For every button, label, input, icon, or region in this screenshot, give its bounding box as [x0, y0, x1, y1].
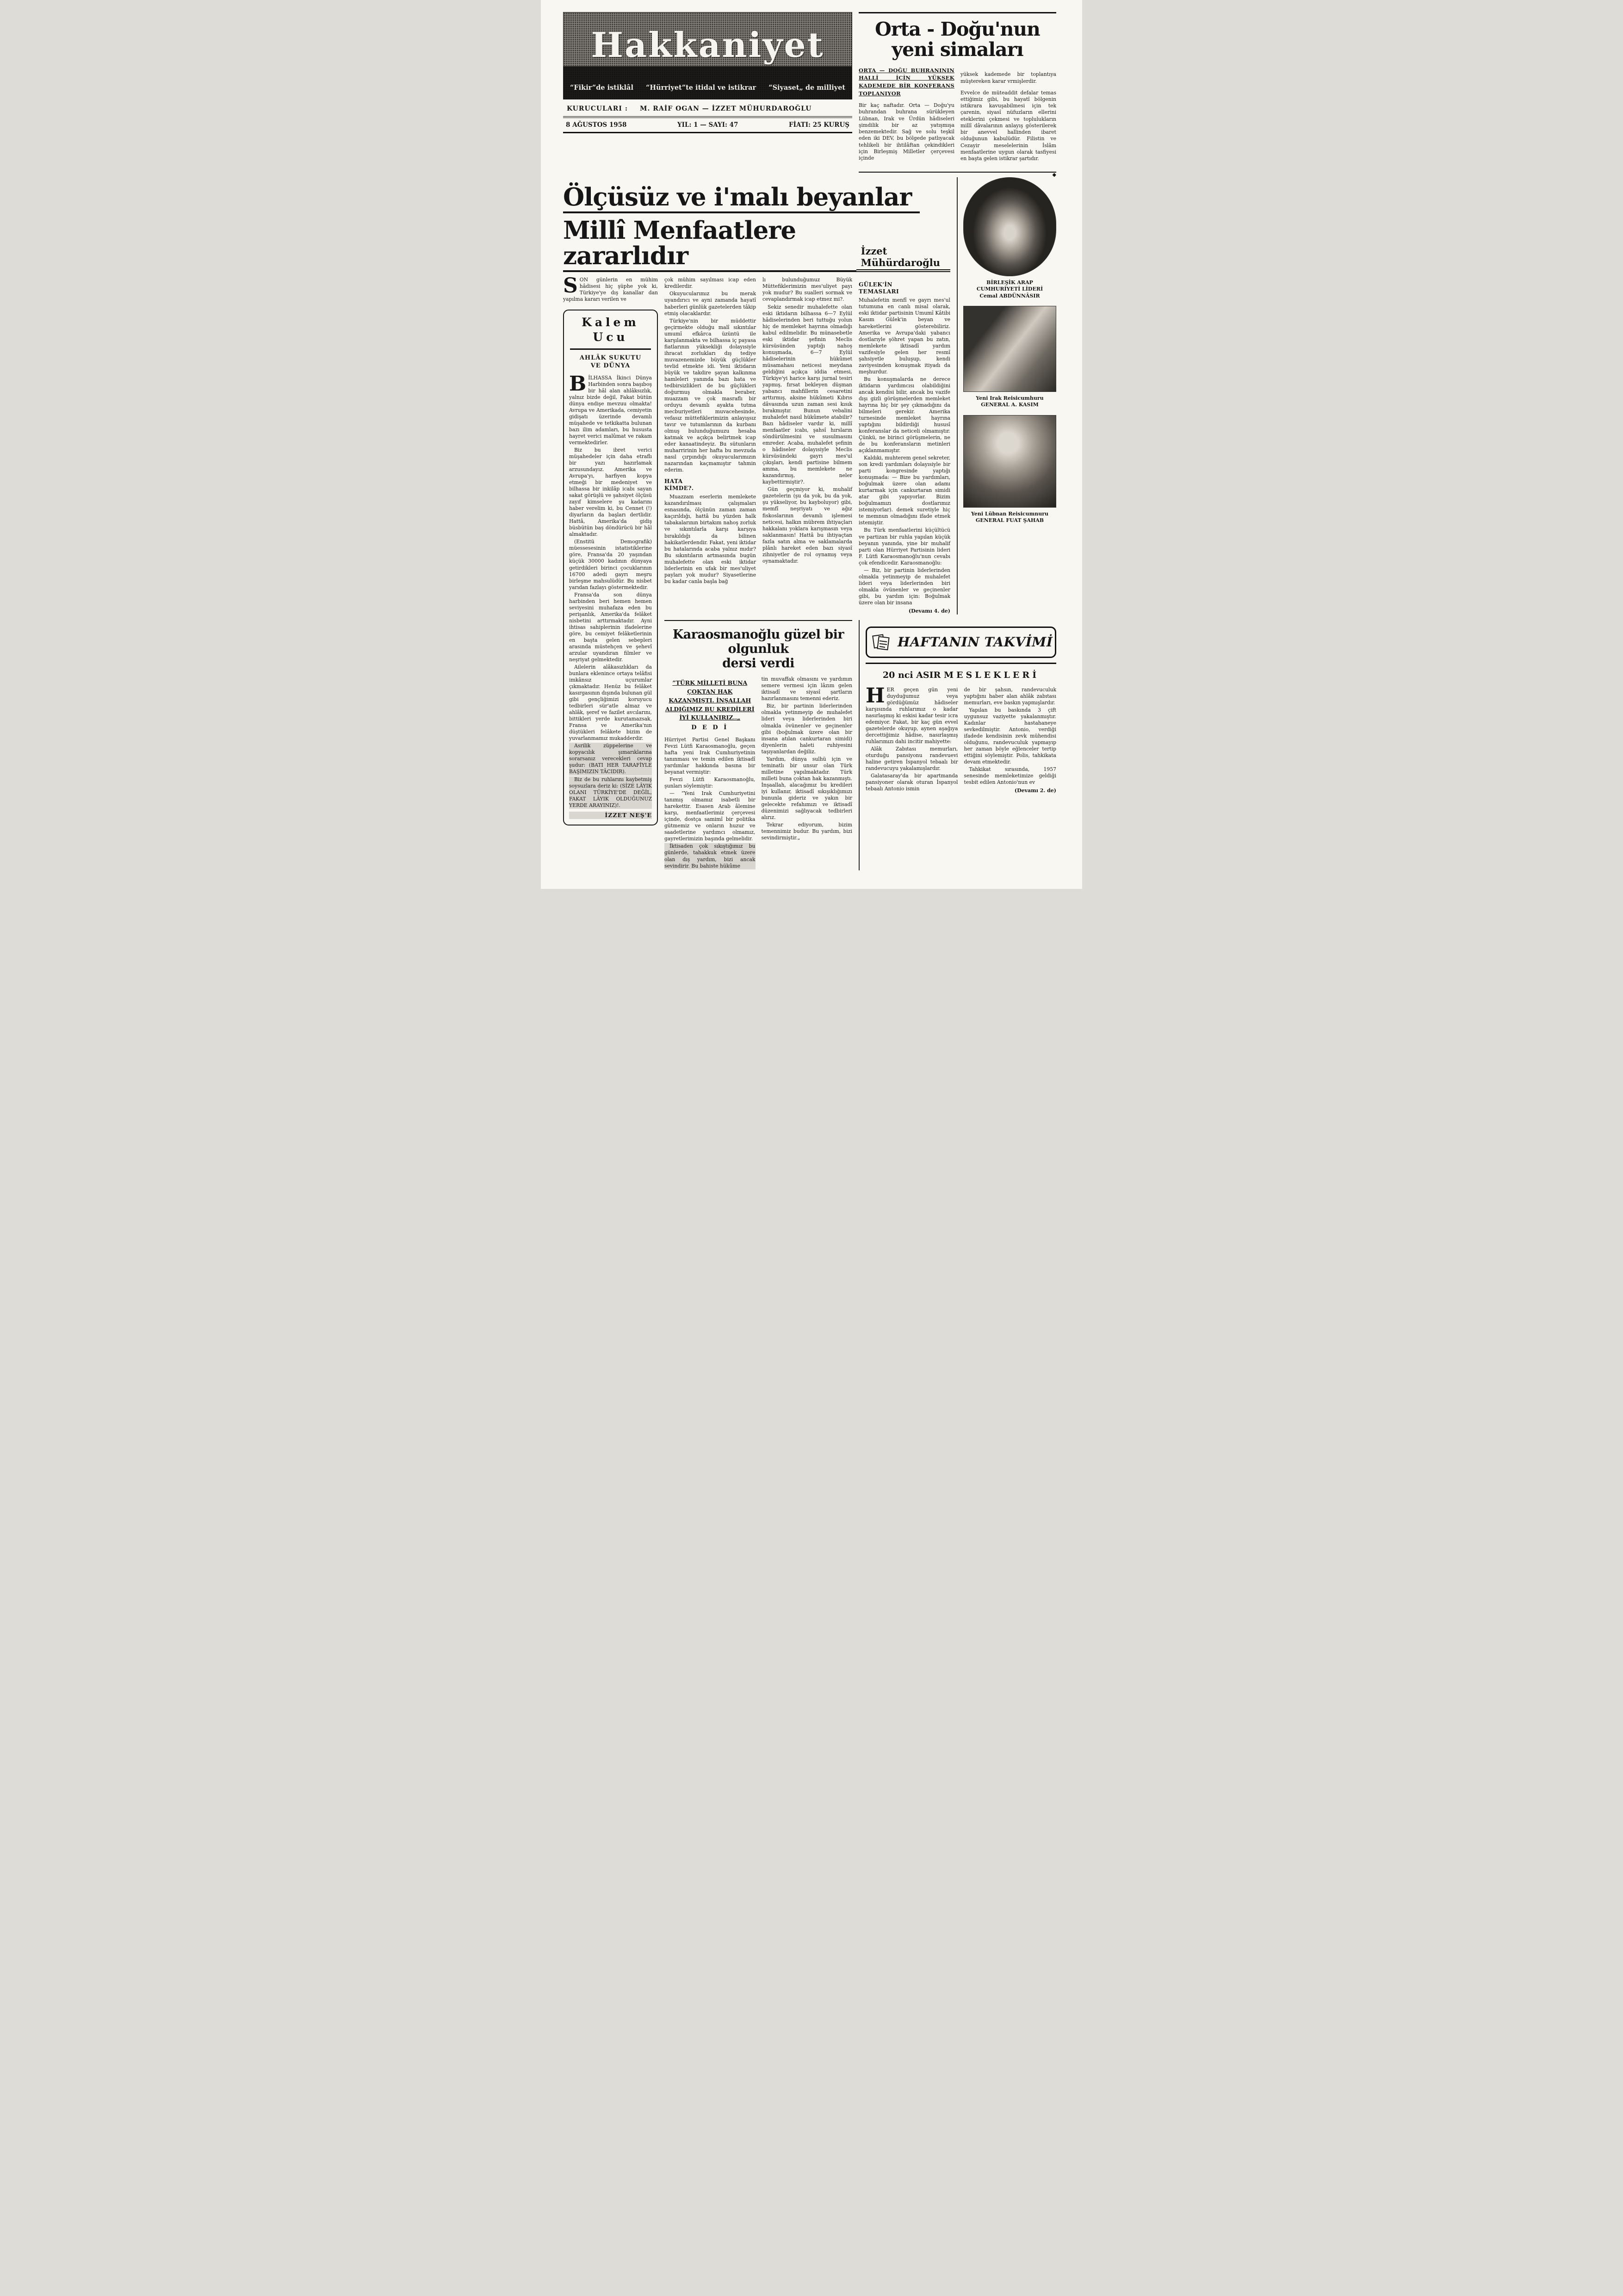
founders-row [563, 99, 852, 116]
caption-line: GENERAL FUAT ŞAHAB [975, 517, 1044, 523]
article-paragraph: Alâk Zabıtası memurları, oturduğu pansiyonu randevuevi haline getiren İspanyol tebaalı bir randevucuyu yakalamışlardır. [866, 746, 958, 772]
article-paragraph: Galatasaray'da bir apartmanda pansiyoner olarak oturan İspanyol tebaalı Antonio ismin [866, 773, 958, 792]
caption-line: Yeni Lübnan Reisicumnuru [971, 510, 1049, 517]
article-paragraph: Bu konuşmalarda ne derece iktidarın yardımcısı olabildiğini ancak kendisi bilir, ancak bu vazife dışı gizli görüşmelerden memleket hayrına hiç bir şey çıkmadığını da bilmeleri gerekir. Amerika turnesinde memleket hayrına yaptığını bildirdiği hususî konferanslar da neticeli olmamıştır. Çünkü, ne birinci görüşmelerin, ne de bu konferansların metinleri açıklanmamıştır. [859, 376, 950, 454]
orta-dogu-columns [859, 67, 1056, 168]
photo-cemal-abdunnasir [963, 177, 1056, 276]
karaosmanoglu-headline-line1: Karaosmanoğlu güzel bir olgunluk [672, 627, 844, 657]
calendar-icon [872, 633, 893, 652]
article-paragraph: Gün geçmiyor ki, muhalif gazetelerin (şu da yok, bu da yok, şu yükseliyor, bu kayboluyor) gibi, memfî neşriyatı ve ağız fiskoslarının devamlı işlemesi neticesi, halkın mübrem ihtiyaçları hakkalanı yoklara karışmasın veya saklanmasın! Hattâ bu ihtiyaçtan fazla satın alma ve saklamalarda plânlı hareket eden bazı siyasî zihniyetler de rol oynamış veya oynamaktadır. [762, 486, 852, 564]
article-paragraph: Bu Türk menfaatlerini küçültücü ve partizan bir ruhla yapılan küçük beyanın yanında, yine bir muhalif parti olan Hürriyet Partisinin lideri F. Lütfi Karaosmanoğlu'nun cevabı çok efendicedir. Karaosmanoğlu: [859, 527, 950, 566]
article-paragraph: Fevzi Lütfi Karaosmanoğlu, şunları söylemiştir: [664, 776, 756, 789]
karaosmanoglu-columns [664, 676, 852, 870]
article-paragraph: Asrilik züppelerine ve kopyacılık şımarıklarına sorarsanız verecekleri cevap şudur: (BATI HER TARAFİYLE BAŞIMIZIN TÂCIDIR). [569, 743, 652, 775]
yirminci-asir-headline-prefix: 20 nci ASIR [882, 670, 941, 681]
yirminci-asir-text: ER geçen gün yeni duyduğumuz veya gördüğümüz hâdiseler karşısında ruhlarımız o kadar nasırlaşmış ki eskisi kadar tesir icra edemiyor. Fakat, bir kaç gün evvel gazetelerde okuyup, aynen aşağıya dercettiğimiz hâdise, nasırlaşmış ruhlarımızı dahi incitir mahiyette: [866, 686, 958, 745]
paper-title: Hakkaniyet [591, 25, 824, 65]
main-article-col2 [664, 277, 756, 614]
article-paragraph: Hürriyet Partisi Genel Başkanı Fevzi Lütfi Karaosmanoğlu, geçen hafta yeni Irak Cumhuriyetinin tanınması ve temin edilen iktisadî yardımlar hakkında basına bir beyanat vermiştir: [664, 736, 756, 776]
issue-number: YIL: 1 — SAYI: 47 [677, 121, 738, 129]
article-paragraph: Kaldıki, muhterem genel sekreter, son kredi yardımları dolayısiyle bir parti kongresinde yaptığı konuşmada: — Bize bu yardımları, boğulmak üzere olan adamı kurtarmak için cankurtaran simidi atar gibi yapıyorlar. Bizim boğulmamızı dostlarımız istemiyorlar). demek suretiyle hiç te memnun olmadığını ifade etmek istemiştir. [859, 455, 950, 526]
yirminci-asir-columns [866, 683, 1056, 794]
kalem-ucu-text: İLHASSA İkinci Dünya Harbinden sonra başıboş bir hâl alan ahlâksızlık, yalnız bizde değil, Fakat bütün dünya endişe mevzuu olmakta! Avrupa ve Amerikada, cemiyetin gidişatı üzerinde devamlı müşahede ve tetkikatta bulunan bazı ilim adamları, bu hususta hayret verici malûmat ve rakam vermektedirler. [569, 374, 652, 446]
haftanin-takvimi-title: HAFTANIN TAKVİMİ [898, 634, 1053, 650]
article-paragraph: tin muvaffak olmasını ve yardımın semere vermesi için lâzım gelen iktisadî ve siyasî şartların hazırlanmasını temenni ederiz. [761, 676, 852, 702]
article-paragraph: Muhalefetin menfî ve gayrı mes'ul tutumuna en canlı misal olarak, eski iktidar partisinin Umumî Kâtibi Kasım Gülek'in beyan ve hareketlerini gösterebiliriz. Amerika ve Avrupa'daki yabancı dostlarıyle şöhret yapan bu zatın, memlekete iktisadî yardım vazifesiyle gelen her resmî şahsiyetle buluşup, kendi zaviyesinden konuşmak itiyadı da meşhurdur. [859, 297, 950, 375]
article-paragraph [569, 372, 652, 446]
article-paragraph: Yardım, dünya sulhü için ve teminatlı bir unsur olan Türk milletine yapılmaktadır. Türk milleti buna çoktan hak kazanmıştı. İnşaallah, alacağımız bu kredileri iyi kullanır, iktisadî sıkışıklığımızı bununla gideriz ve yakın bir gelecekte refahımızı ve iktisadî düzenimizi sağlıyacak tedbirleri alırız. [761, 756, 852, 820]
issue-date: 8 AĞUSTOS 1958 [566, 121, 627, 129]
masthead-box [563, 12, 852, 99]
article-paragraph: Biz bu ibret verici müşahedeler için daha etraflı bir yazı hazırlamak arzusundayız. Amerika ve Avrupa'yı, harfiyen kopya etmeği bir medeniyet ve bilhassa bir inkilâp icabı sayan sakat görüşlü ve şahsiyet ölçüsü zayıf kimselere şu kadarını haber verelim ki, bu Cennet (!) diyarların da başları dertlidir. Hattâ, Amerika'da gidiş büsbütün baş döndürücü bir hâl almaktadır. [569, 447, 652, 538]
intro-paragraph [563, 274, 658, 303]
main-article-col1 [563, 274, 658, 870]
karaosmanoglu-col2 [762, 676, 853, 870]
page-grid [563, 12, 1060, 870]
article-paragraph: Muazzam eserlerin memlekete kazandırılması çalışmaları esnasında, ölçünün zaman zaman kaçırıldığı, hattâ bu yüzden halk tabakalarının birtakım nahoş zorluk ve sıkıntılarla karşı karşıya bırakıldığı da bilinen hakikatlerdendir. Fakat, yeni iktidar bu hatalarında acaba yalnız mıdır? Bu sıkıntıların artmasında bugün muhalefette olan eski iktidar liderlerinin en ufak bir mes'uliyet payları yok mudur? Siyasetlerine bu kadar canla başla bağ [664, 494, 756, 584]
article-paragraph: Sekiz senedir muhalefette olan eski iktidarın bilhassa 6—7 Eylül hâdiselerinden beri tuttuğu yolun hiç de memleket hayrına olmadığı kabul edilmelidir. Bu münasebetle eski iktidar şefinin Meclis kürsüsünden yaptığı nahoş konuşmada, 6—7 Eylül hâdiselerinin hükûmet müsamahası neticesi meydana geldiğini açıkça iddia etmesi, Türkiye'yi harice karşı jurnal tesiri yapmış, fırsat bekleyen düşman yabancı mahfillerin cesaretini arttırmış, aksine hükûmeti Kıbrıs dâvasında uzun zaman sesi kısık bırakmıştır. Bunun vebalini muhalefet nasıl hükûmete atabilir? Bazı hâdiseler vardır ki, millî menfaatler icabı, şahsî hırsların söndürülmesini ve susulmasını emreder. Acaba, muhalefet şefinin o hâdiseler dolayısiyle Meclis kürsüsündeki gayrı mes'ul çıkışları, kendi partisine bilmem amma, bu memlekete ne kazandırmış, neler kaybettirmiştir?. [762, 304, 852, 485]
article-paragraph: yüksek kademede bir toplantıya müştereken karar vrmişlerdir. [960, 71, 1056, 84]
haftanin-takvimi-section [859, 620, 1056, 870]
slogan-hurriyet: “Hürriyet”te itidal ve istikrar [646, 84, 756, 92]
article-paragraph: — Biz, bir partinin liderlerinden olmakla yetinmeyip de muhalefet lideri veya liderlerinden biri olmakla övünenler ve geçinenler gibi, bu yardım için: Boğulmak üzere olan bir insana [859, 567, 950, 606]
caption-line: CUMHURİYETİ LİDERİ [976, 286, 1043, 292]
rule [866, 663, 1056, 664]
article-paragraph: Türkiye'nin bir müddettir geçirmekte olduğu malî sıkıntılar umumî efkârca üzüntü ile karşılanmakta ve bilhassa iç payasa fiatlarının yüksekliği dolayısiyle ihracat zorlukları dış tediye muvazenemizde büyük güçlükler tevlid etmekte idi. Yeni iktidarın büyük ve takdire şayan kalkınma hamleleri yanında bazı hata ve tedbirsizlikleri de bu güçlükleri doğurmuş olmakla beraber, muazzam ve çok masraflı bir orduyu devamlı ayakta tutma mecburiyetleri muvacehesinde, vefasız müttefiklerimizin anlayışsız tavır ve tutumlarının da kurbanı olmuş bulunduğumuzu hesaba katmak ve açıkça belirtmek icap eder kanaatindeyiz. Bu sütunların muharririnin her hafta bu mevzuda nasıl çırpındığı okuyucularımızın nazarından kaçmamıştır tahmin ederim. [664, 317, 756, 473]
kalem-ucu-box [563, 310, 658, 825]
yirminci-asir-headline-spaced: MESLEKLERİ [943, 670, 1040, 681]
continuation-note: (Devamı 2. de) [1014, 788, 1056, 794]
main-article-col4 [859, 277, 950, 614]
continuation-note: (Devamı 4. de) [908, 608, 950, 614]
main-headline-line2: Millî Menfaatlere zararlıdır [563, 218, 856, 272]
article-paragraph: Ailelerin alâkasızlıkları da bunlara eklenince ortaya telâfisi imkânsız uçurumlar çıkmaktadır. Henüz bu felâket kasırgasının dışında bulunan gül gibi gençliğimizi koruyucu tedbirleri sür'atle almaz ve ahlâk, şeref ve fazilet avcılarını, bittikleri yerde kurutamazsak, Fransa ve Amerika'nın düştükleri felâkete bizim de yuvarlanmamız mukadderdir. [569, 664, 652, 742]
caption-line: GENERAL A. KASIM [981, 402, 1039, 408]
photo-caption-abdunnasir [963, 279, 1056, 299]
intro-text: ON günlerin en mühim hâdisesi hiç şüphe yok ki, Türkiye'ye dış kanallar dan yapılma kararı verilen ve [563, 277, 658, 303]
article-paragraph: çok mühim sayılması icap eden kredilerdir. [664, 277, 756, 290]
subhead-line: TEMASLARI [859, 288, 899, 295]
orta-dogu-headline [859, 19, 1056, 60]
caption-line: Yeni Irak Reisicumhuru [976, 395, 1044, 401]
orta-dogu-col1 [859, 67, 954, 168]
dropcap-h: H [866, 683, 885, 707]
kalem-ucu-signature: İZZET NEŞ'E [569, 812, 652, 819]
article-paragraph [866, 683, 958, 745]
date-row [563, 116, 852, 133]
main-article-col3 [762, 277, 852, 614]
article-paragraph: Tekrar ediyorum, bizim temennimiz budur. Bu yardım, bizi sevindirmiştir.„ [761, 821, 852, 841]
photo-caption-sahab [963, 511, 1056, 524]
article-paragraph: (Enstitü Demografik) müessesesinin istatistiklerine göre, Fransa'da 20 yaşından küçük 30000 kadının dünyaya getirdikleri birinci çocuklarının 16700 adedi gayrı meşru birleşme mahsulüdür. Bu nisbet yarıdan fazlayı göstermektedir. [569, 539, 652, 590]
photo-general-kasim [963, 306, 1056, 392]
kalem-ucu-title: Kalem Ucu [582, 315, 639, 344]
article-paragraph: Bir kaç naftadır. Orta — Doğu'yu buhrandan buhrana sürükleyen Lübnan, Irak ve Ürdün hâdiseleri şimdilik bir az yatışmışa benzemektedir. Sağ ve solu teşkil eden iki DEV, bu bölgede patlıyacak tehlikeli bir ihtilâftan çekindikleri için Birleşmiş Milletler çerçevesi içinde [859, 102, 954, 161]
section-end-rule [859, 172, 1056, 177]
main-headline-block [563, 177, 950, 277]
masthead [563, 12, 852, 177]
orta-dogu-subhead: ORTA — DOĞU BUHRANININ HALLİ İÇİN YÜKSEK KADEMEDE BİR KONFERANS TOPLANIYOR [859, 67, 954, 97]
kalem-ucu-subtitle-line1: AHLÂK SUKUTU [579, 354, 642, 361]
subhead-line: GÜLEK'İN [859, 281, 892, 288]
yirminci-asir-col1 [866, 683, 958, 794]
article-paragraph: — ”Yeni Irak Cumhuriyetini tanımış olmamız isabetli bir harekettir. Esasen Arab âlemine karşı, menfaatlerimiz çerçevesi içinde, dostça samimî bir politika gütmemiz ve onların huzur ve saadetlerine yardımcı olmamız, gayretlerimizin başında gelmelidir. [664, 790, 756, 842]
dropcap-s: S [563, 274, 578, 298]
karaosmanoglu-headline [664, 627, 852, 670]
article-paragraph: Biz de bu ruhlarını kaybetmiş soysuzlara deriz ki: (SİZE LÂYIK OLANI TÜRKİYE'DE DEĞİL, FAKAT LÂYIK OLDUĞUNUZ YERDE ARAYINIZ)!. [569, 776, 652, 808]
orta-dogu-headline-line1: Orta - Doğu'nun [875, 18, 1040, 40]
yirminci-asir-headline [866, 670, 1056, 681]
kalem-ucu-subtitle [569, 354, 652, 370]
orta-dogu-article [859, 12, 1056, 177]
caption-line: Cemal ABDÜNNÂSIR [979, 292, 1040, 299]
article-paragraph: Biz, bir partinin liderlerinden olmakla yetinmeyip de muhalefet lideri veya liderlerinden biri olmakla övünenler ve geçinenler gibi (boğulmak üzere olan bir insana atılan cankurtaran simidi) diyenlerin haleti ruhiyesini taşıyanlardan değiliz. [761, 703, 852, 755]
subhead-gulek-temaslari [859, 281, 950, 295]
karaosmanoglu-headline-line2: dersi verdi [722, 656, 794, 671]
karaosmanoglu-dedi: D E D İ [691, 724, 729, 732]
article-paragraph: İktisaden çok sıkıştığımız bu günlerde, tahakkuk etmek üzere olan dış yardım, bizi ancak sevindirir. Bu bahiste hükûme [664, 843, 756, 869]
kalem-ucu-subtitle-line2: VE DÜNYA [590, 362, 631, 370]
article-paragraph: de bir şahsın, randevuculuk yaptığını haber alan ahlâk zabıtası memurları, eve baskın yapmışlardır. [964, 686, 1056, 706]
karaosmanoglu-col1 [664, 676, 756, 870]
issue-price: FİATI: 25 KURUŞ [789, 121, 849, 129]
subhead-hata-kimde [664, 478, 756, 492]
masthead-slogans [568, 84, 847, 93]
article-paragraph: Okuyucularımız bu merak uyandırıcı ve ayni zamanda hayatî haberleri günlük gazetelerden tâkip etmiş olacaklardır. [664, 291, 756, 316]
photo-general-sahab [963, 415, 1056, 508]
dropcap-b: B [569, 372, 587, 396]
article-paragraph: Evvelce de müteaddit defalar temas ettiğimiz gibi, bu hayatî bölgenin istikrara kavuşabilmesi için tek çarenin, siyasî nüfuzların ellerini eteklerini çekmesi ve toplulukların millî dâvalarının anlayış gösterilerek bir anevvel hallinden ibaret olduğunun kabulüdür. Filistin ve Cezayir meselelerinin İslâm menfaatlerine uygun olarak tasfiyesi en başta gelen istikrar şartıdır. [960, 89, 1056, 162]
rule [570, 348, 651, 350]
photo-rail [957, 177, 1056, 614]
orta-dogu-headline-line2: yeni simaları [892, 38, 1023, 61]
slogan-fikir: “Fikir”de istiklâl [570, 84, 633, 92]
subhead-line: HATA [664, 478, 683, 485]
diamond-ornament-icon: ◆ [1052, 172, 1056, 178]
article-paragraph: Tahkikat sırasında, 1957 senesinde memleketimize geldiği tesbit edilen Antonio'nun ev [964, 766, 1056, 786]
yirminci-asir-col2 [964, 687, 1057, 794]
founders-names: M. RAİF OGAN — İZZET MÜHURDAROĞLU [640, 105, 812, 112]
main-article-byline: İzzet Mühürdaroğlu [856, 245, 950, 272]
newspaper-page [541, 0, 1082, 889]
karaosmanoglu-article [664, 620, 852, 870]
slogan-siyaset: “Siyaset„ de milliyet [768, 84, 845, 92]
haftanin-takvimi-banner [866, 627, 1056, 658]
main-headline-line1: Ölçüsüz ve i'malı beyanlar [563, 185, 920, 213]
photo-caption-kasim [963, 395, 1056, 409]
article-paragraph: Yapılan bu baskında 3 çift uygunsuz vaziyette yakalanmıştır. Kadınlar hastahaneye sevkedilmiştir. Antonio, verdiği ifadede kendisinin zevk mühendisi olduğunu, randevuculuk yapmayıp her zaman böyle eğlenceler tertip ettiğini söylemiştir. Polis, tahkikata devam etmektedir. [964, 707, 1056, 765]
karaosmanoglu-quote: ”TÜRK MİLLETİ BUNA ÇOKTAN HAK KAZANMIŞTI. İNŞALLAH ALDIĞIMIZ BU KREDİLERİ İYİ KULLANIRIZ..„ [665, 679, 755, 721]
caption-line: BİRLEŞİK ARAP [986, 279, 1033, 286]
founders-label: KURUCULARI : [567, 105, 628, 112]
subhead-line: KİMDE?. [664, 485, 694, 492]
article-paragraph: Fransa'da son dünya harbinden beri hemen hemen seviyesini muhafaza eden bu perişanlık, Amerika'da felâket nisbetini arttırmaktadır. Ayni ihtisas sahiplerinin ifadelerine göre, bu cemiyet felâketlerinin en başta gelen sebepleri arasında müstehçen ve şehevî arzular uyandıran filmler ve neşriyat gelmektedir. [569, 591, 652, 663]
orta-dogu-col2 [960, 67, 1056, 168]
article-paragraph: lı bulunduğumuz Büyük Müttefiklerimizin mes'uliyet payı yok mudur? Bu sualleri sormak ve cevaplandırmak icap etmez mi?. [762, 277, 852, 303]
